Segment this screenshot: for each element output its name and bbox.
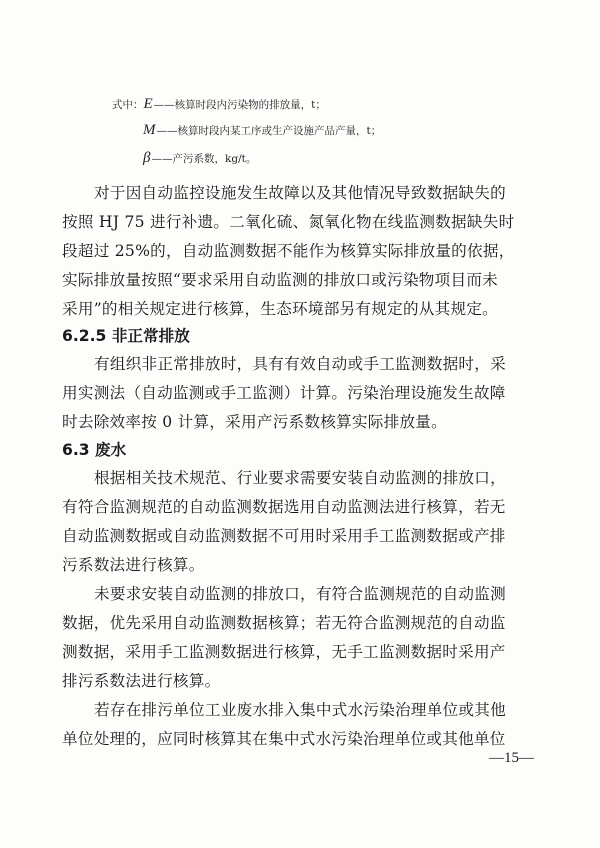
paragraph-line: 数据，优先采用自动监测数据核算；若无符合监测规范的自动监	[62, 614, 506, 632]
paragraph-line: 单位处理的，应同时核算其在集中式水污染治理单位或其他单位	[62, 730, 506, 748]
definition-e-text: ——核算时段内污染物的排放量，t；	[153, 99, 326, 111]
definition-prefix: 式中：	[112, 99, 144, 111]
symbol-e: E	[143, 96, 153, 112]
paragraph-line: 有组织非正常排放时，具有有效自动或手工监测数据时，采	[94, 355, 506, 373]
symbol-beta: β	[143, 150, 151, 166]
symbol-m: M	[143, 122, 156, 138]
paragraph-line: 时去除效率按 0 计算，采用产污系数核算实际排放量。	[62, 413, 447, 431]
paragraph-line: 采用”的相关规定进行核算，生态环境部另有规定的从其规定。	[62, 300, 499, 318]
paragraph-line: 实际排放量按照“要求采用自动监测的排放口或污染物项目而未	[62, 271, 499, 289]
paragraph-line: 排污系数法进行核算。	[62, 672, 221, 690]
paragraph-line: 自动监测数据或自动监测数据不可用时采用手工监测数据或产排	[62, 527, 506, 545]
section-heading-6-2-5: 6.2.5 非正常排放	[62, 327, 190, 345]
paragraph-line: 段超过 25%的，自动监测数据不能作为核算实际排放量的依据，	[62, 242, 515, 260]
paragraph-line: 用实测法（自动监测或手工监测）计算。污染治理设施发生故障	[62, 384, 506, 402]
definition-beta-text: ——产污系数，kg/t。	[151, 153, 257, 165]
page-number: —15—	[489, 750, 534, 766]
paragraph-line: 有符合监测规范的自动监测数据选用自动监测法进行核算，若无	[62, 498, 506, 516]
definition-beta	[143, 150, 256, 167]
paragraph-line: 根据相关技术规范、行业要求需要安装自动监测的排放口，	[94, 469, 506, 487]
paragraph-line: 未要求安装自动监测的排放口，有符合监测规范的自动监测	[94, 585, 506, 603]
definition-e	[112, 96, 326, 113]
paragraph-line: 按照 HJ 75 进行补遗。二氧化硫、氮氧化物在线监测数据缺失时	[62, 213, 515, 231]
paragraph-line: 测数据，采用手工监测数据进行核算，无手工监测数据时采用产	[62, 643, 506, 661]
definition-m	[143, 122, 381, 139]
paragraph-line: 对于因自动监控设施发生故障以及其他情况导致数据缺失的	[94, 184, 506, 202]
paragraph-line: 污系数法进行核算。	[62, 556, 205, 574]
paragraph-line: 若存在排污单位工业废水排入集中式水污染治理单位或其他	[94, 701, 506, 719]
definition-m-text: ——核算时段内某工序或生产设施产品产量，t；	[156, 125, 382, 137]
section-heading-6-3: 6.3 废水	[62, 441, 127, 459]
